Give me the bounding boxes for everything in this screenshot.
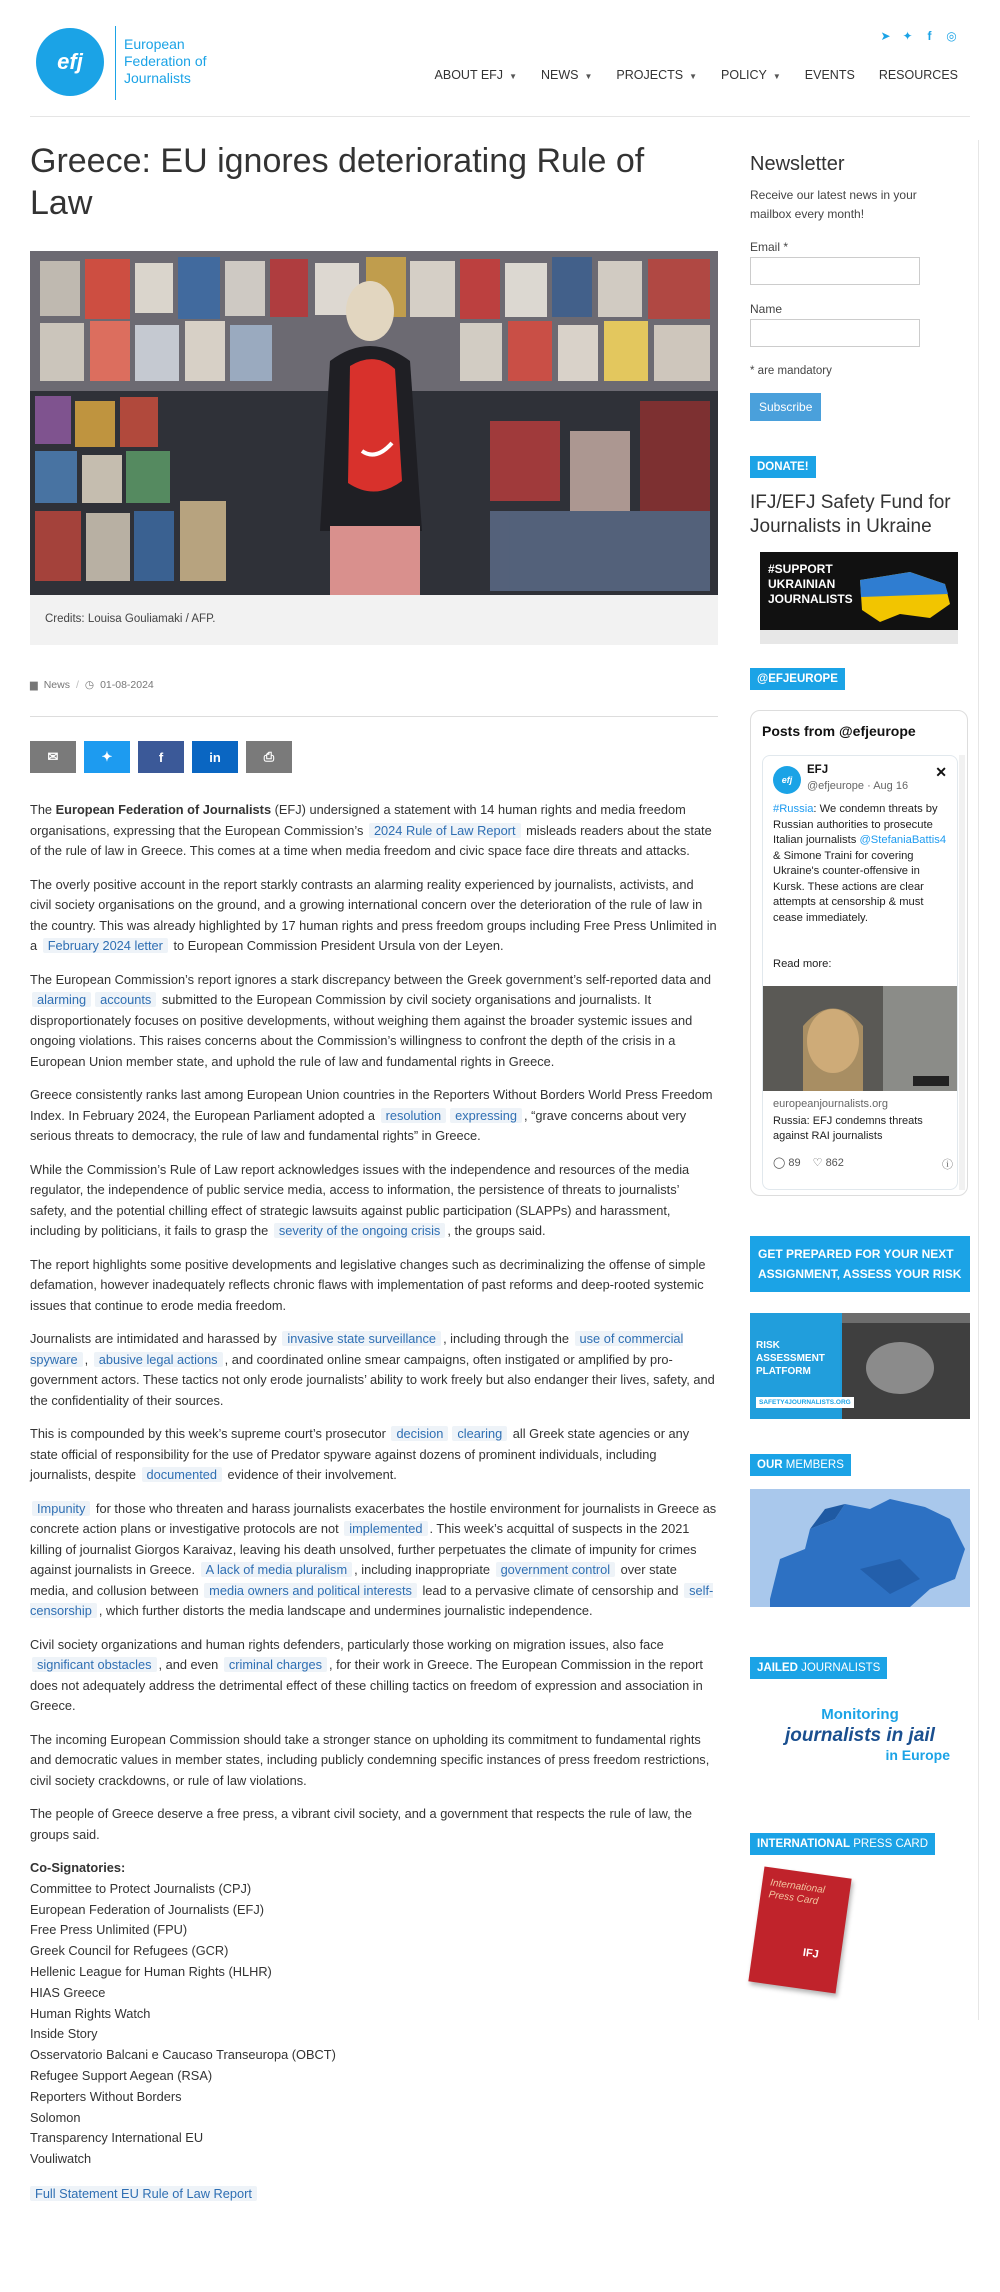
inline-link[interactable]: A lack of media pluralism (201, 1562, 353, 1577)
newsletter-title: Newsletter (750, 153, 845, 175)
inline-link[interactable]: clearing (452, 1426, 507, 1441)
card-domain: europeanjournalists.org (773, 1098, 888, 1110)
hero-image (30, 251, 718, 595)
inline-link[interactable]: accounts (95, 992, 156, 1007)
risk-platform-url: SAFETY4JOURNALISTS.ORG (756, 1397, 854, 1408)
twitter-timeline (750, 710, 968, 1196)
facebook-share-button[interactable] (138, 741, 184, 773)
chevron-down-icon: ▼ (584, 72, 593, 81)
header-divider (30, 116, 970, 117)
risk-platform-image[interactable] (750, 1313, 970, 1419)
ukraine-fund-banner[interactable] (760, 552, 958, 644)
x-logo-icon: ✕ (935, 764, 947, 780)
tweet-author: EFJ (807, 764, 829, 776)
list-item: Greek Council for Refugees (GCR) (30, 1943, 229, 1959)
email-icon: ✉ (47, 749, 59, 764)
chevron-down-icon: ▼ (772, 72, 781, 81)
nav-item-policy[interactable]: POLICY ▼ (721, 68, 781, 82)
facebook-icon[interactable]: f (927, 29, 932, 43)
fund-banner-text: #SUPPORT UKRAINIAN JOURNALISTS (768, 562, 853, 606)
card-title[interactable]: Russia: EFJ condemns threats against RAI journalists (773, 1115, 923, 1142)
inline-link[interactable]: abusive legal actions (94, 1352, 223, 1367)
inline-link[interactable]: resolution (381, 1108, 447, 1123)
instagram-icon[interactable]: ◎ (946, 29, 957, 43)
list-item: Solomon (30, 2109, 81, 2125)
donate-button[interactable]: DONATE! (750, 456, 816, 478)
nav-item-about[interactable]: ABOUT EFJ ▼ (434, 68, 517, 82)
list-item: Hellenic League for Human Rights (HLHR) (30, 1963, 272, 1979)
full-statement-link[interactable]: Full Statement EU Rule of Law Report (30, 2186, 257, 2201)
linkedin-icon: in (209, 749, 221, 765)
inline-link[interactable]: use of commercial spyware (30, 1331, 684, 1367)
inline-link[interactable]: severity of the ongoing crisis (274, 1223, 445, 1238)
email-label: Email * (750, 240, 789, 254)
article-date: 01-08-2024 (100, 679, 154, 691)
newsstand-photo (30, 251, 718, 595)
jailed-journalists-tag[interactable]: JAILED JOURNALISTS (750, 1657, 887, 1679)
main-nav (435, 68, 958, 82)
tweet-image[interactable] (763, 986, 958, 1091)
inline-link[interactable]: self-censorship (30, 1582, 714, 1618)
email-share-button[interactable] (30, 741, 76, 773)
tweet-actions (773, 1156, 953, 1172)
logo-divider (115, 26, 116, 100)
info-icon[interactable]: ⓘ (942, 1159, 953, 1171)
name-input[interactable] (750, 319, 920, 347)
twitter-share-button[interactable] (84, 741, 130, 773)
paragraph: The European Commission’s report ignores a stark discrepancy between the Greek government’s self-reported data and alarming accounts submitted to the European Commission by civil society organisations and journalists. It disproportionately focuses on positive developments, without weighing them against the broader systemic issues and ongoing violations. This raises concerns about the Commission’s willingness to confront the depth of the crisis in a European Union member state, and uphold the rule of law and fundamental rights in Greece. (30, 971, 711, 1069)
inline-link[interactable]: documented (142, 1467, 222, 1482)
mandatory-note: * are mandatory (750, 365, 832, 377)
list-item: Inside Story (30, 2026, 98, 2042)
tweet-text: #Russia: We condemn threats by Russian authorities to prosecute Italian journalists @StefaniaBattis4 & Simone Traini for covering Ukraine's counter-offensive in Kursk. These actions are clear attempts at censorship & must cease immediately. (773, 803, 947, 924)
paragraph: Civil society organizations and human rights defenders, particularly those working on migration issues, also face significant obstacles , and even criminal charges , for their work in Greece. The European Commission in the report does not adequately address the detrimental effect of these chilling tactics on freedom of expression and association in Greece. (30, 1636, 703, 1713)
list-item: European Federation of Journalists (EFJ) (30, 1901, 265, 1917)
inline-link[interactable]: February 2024 letter (43, 938, 168, 953)
risk-platform-text: RISK ASSESSMENT PLATFORM (756, 1340, 825, 1377)
cosignatories-list (30, 1858, 718, 2170)
inline-link[interactable]: significant obstacles (32, 1657, 157, 1672)
efjeurope-tag[interactable]: @EFJEUROPE (750, 668, 845, 690)
list-item: Vouliwatch (30, 2151, 92, 2167)
list-item: Committee to Protect Journalists (CPJ) (30, 1880, 252, 1896)
press-card-image[interactable] (748, 1866, 851, 1993)
nav-item-projects[interactable]: PROJECTS ▼ (616, 68, 698, 82)
list-item: Reporters Without Borders (30, 2088, 182, 2104)
article-meta (30, 679, 154, 691)
social-links (879, 30, 958, 43)
image-caption: Credits: Louisa Gouliamaki / AFP. (30, 595, 718, 645)
meta-separator: / (75, 679, 79, 691)
article-title: Greece: EU ignores deteriorating Rule of Law (30, 142, 645, 222)
newsletter-text: Receive our latest news in your mailbox every month! (750, 188, 917, 221)
heart-icon: ♡ (812, 1157, 823, 1169)
list-item: Transparency International EU (30, 2130, 204, 2146)
email-input[interactable] (750, 257, 920, 285)
timeline-title: Posts from @efjeurope (762, 723, 916, 739)
chevron-down-icon: ▼ (509, 72, 517, 81)
subscribe-button[interactable]: Subscribe (750, 393, 821, 421)
europe-map-icon (750, 1489, 970, 1607)
print-button[interactable] (246, 741, 292, 773)
jail-monitor-line-1: Monitoring (821, 1706, 899, 1723)
sidebar-edge (978, 140, 979, 2020)
read-more-text: Read more: (773, 958, 832, 970)
paragraph: This is compounded by this week’s supreme court’s prosecutor decision clearing all Greek state agencies or any state official of responsibility for the use of Predator spyware against dozens of prominent individuals, including journalists, despite documented evidence of their involvement. (30, 1426, 690, 1482)
timeline-scrollbar[interactable] (959, 755, 965, 1190)
risk-assessment-banner[interactable]: GET PREPARED FOR YOUR NEXT ASSIGNMENT, ASSESS YOUR RISK (750, 1236, 970, 1292)
paragraph: The people of Greece deserve a free press, a vibrant civil society, and a government that respects the rule of law, the groups said. (30, 1806, 693, 1842)
avatar: efj (773, 766, 801, 794)
clock-icon: ◷ (84, 679, 95, 691)
paragraph: The European Federation of Journalists (EFJ) undersigned a statement with 14 human rights and media freedom organisations, expressing that the European Commission’s 2024 Rule of Law Report misleads readers about the state of the rule of law in Greece. This comes at a time when media freedom and civic space face dire threats and attacks. (30, 802, 712, 858)
inline-link[interactable]: decision (391, 1426, 448, 1441)
paragraph: The report highlights some positive developments and legislative changes such as decriminalizing the offense of simple defamation, however inadequately reflects chronic flaws with implementation of past reforms and deep-rooted systemic issues that continue to erode media freedom. (30, 1256, 706, 1313)
article-body (30, 800, 718, 2204)
logo-text[interactable]: European Federation of Journalists (124, 36, 207, 86)
reporter-photo (763, 986, 958, 1091)
list-item: HIAS Greece (30, 1984, 106, 2000)
print-icon: ⎙ (263, 749, 275, 764)
chevron-down-icon: ▼ (689, 72, 698, 81)
inline-link[interactable]: 2024 Rule of Law Report (369, 823, 521, 838)
paragraph: The overly positive account in the report starkly contrasts an alarming reality experienced by journalists, activists, and civil society organisations on the ground, and a growing international concern over the deterioration of the rule of law in the country. This was already highlighted by 17 human rights and press freedom groups including Free Press Unlimited in a February 2024 letter to European Commission President Ursula von der Leyen. (30, 876, 717, 953)
inline-link[interactable]: government control (496, 1562, 616, 1577)
paragraph: While the Commission’s Rule of Law report acknowledges issues with the independence and resources of the media regulator, the independence of public service media, access to information, the persistence of threats to journalists’ safety, and the potential chilling effect of strategic lawsuits against public participation (SLAPPs) and harassment, including by politicians, it fails to grasp the severity of the ongoing crisis , the groups said. (30, 1161, 690, 1238)
paragraph: Journalists are intimidated and harassed by invasive state surveillance , including through the use of commercial spyware , abusive legal actions , and coordinated online smear campaigns, often instigated or amplified by pro-government actors. These tactics not only erode journalists’ ability to work freely but also endanger their lives, safety, and the confidentiality of their sources. (30, 1331, 715, 1408)
telegram-icon[interactable]: ➤ (880, 29, 891, 43)
tweet-card[interactable] (762, 755, 958, 1190)
list-item: Human Rights Watch (30, 2005, 151, 2021)
paragraph: Impunity for those who threaten and harass journalists exacerbates the hostile environment for journalists in Greece as concrete action plans or investigative protocols are not implemented . This week’s acquittal of suspects in the 2021 killing of journalist Giorgos Karaivaz, leaving his death unsolved, further perpetuates the climate of impunity for crimes against journalists in Greece. A lack of media pluralism , including inappropriate government control over state media, and collusion between media owners and political interests lead to a pervasive climate of censorship and self-censorship , which further distorts the media landscape and undermines journalistic independence. (30, 1500, 717, 1618)
press-card-title: International Press Card (767, 1877, 826, 1908)
inline-link[interactable]: Impunity (32, 1501, 90, 1516)
nav-item-news[interactable]: NEWS ▼ (540, 68, 593, 82)
members-tag[interactable]: OUR MEMBERS (750, 1454, 851, 1476)
name-label: Name (750, 302, 783, 316)
linkedin-share-button[interactable] (192, 741, 238, 773)
inline-link[interactable]: criminal charges (224, 1657, 327, 1672)
facebook-icon: f (158, 749, 164, 765)
meta-divider (30, 716, 718, 717)
org-name: European Federation of Journalists (55, 802, 272, 817)
share-buttons (30, 741, 292, 773)
folder-icon: ▆ (30, 679, 38, 691)
inline-link[interactable]: invasive state surveillance (282, 1331, 441, 1346)
inline-link[interactable]: expressing (450, 1108, 522, 1123)
category-link[interactable]: News (43, 679, 70, 691)
tweet-handle: @efjeurope · Aug 16 (807, 780, 909, 792)
twitter-icon: ✦ (101, 749, 113, 764)
jail-monitor-line-2: journalists in jail (785, 1725, 935, 1746)
like-action[interactable]: ♡ 862 (812, 1157, 844, 1169)
list-item: Free Press Unlimited (FPU) (30, 1922, 188, 1938)
list-item: Refugee Support Aegean (RSA) (30, 2067, 213, 2083)
paragraph: The incoming European Commission should take a stronger stance on upholding its commitment to fundamental rights and democratic values in member states, including publicly condemning specific instances of press freedom restrictions, civil society crackdowns, or rule of law violations. (30, 1731, 710, 1788)
nav-item-events[interactable]: EVENTS (804, 68, 855, 82)
jail-monitor-line-3: in Europe (885, 1747, 950, 1763)
members-map[interactable] (750, 1489, 970, 1607)
safety-fund-title[interactable]: IFJ/EFJ Safety Fund for Journalists in Ukraine (750, 492, 951, 537)
inline-link[interactable]: implemented (344, 1521, 427, 1536)
inline-link[interactable]: media owners and political interests (204, 1583, 417, 1598)
inline-link[interactable]: alarming (32, 992, 91, 1007)
ukraine-map-icon (760, 552, 958, 644)
nav-item-resources[interactable]: RESOURCES (878, 68, 958, 82)
paragraph: Greece consistently ranks last among European Union countries in the Reporters Without Borders World Press Freedom Index. In February 2024, the European Parliament adopted a resolution expressing , “grave concerns about very serious threats to democracy, the rule of law and fundamental rights” in Greece. (30, 1087, 713, 1143)
press-card-tag[interactable]: INTERNATIONAL PRESS CARD (750, 1833, 935, 1855)
logo-mark[interactable]: efj (36, 28, 104, 96)
reply-icon: ◯ (773, 1157, 786, 1169)
press-card-logo: IFJ (802, 1946, 820, 1961)
cosignatories-title: Co-Signatories: (30, 1860, 126, 1875)
reply-action[interactable]: ◯ 89 (773, 1157, 801, 1169)
jail-monitor-banner[interactable] (750, 1706, 970, 1786)
list-item: Osservatorio Balcani e Caucaso Transeuropa (OBCT) (30, 2047, 336, 2063)
twitter-icon[interactable]: ✦ (902, 29, 913, 43)
